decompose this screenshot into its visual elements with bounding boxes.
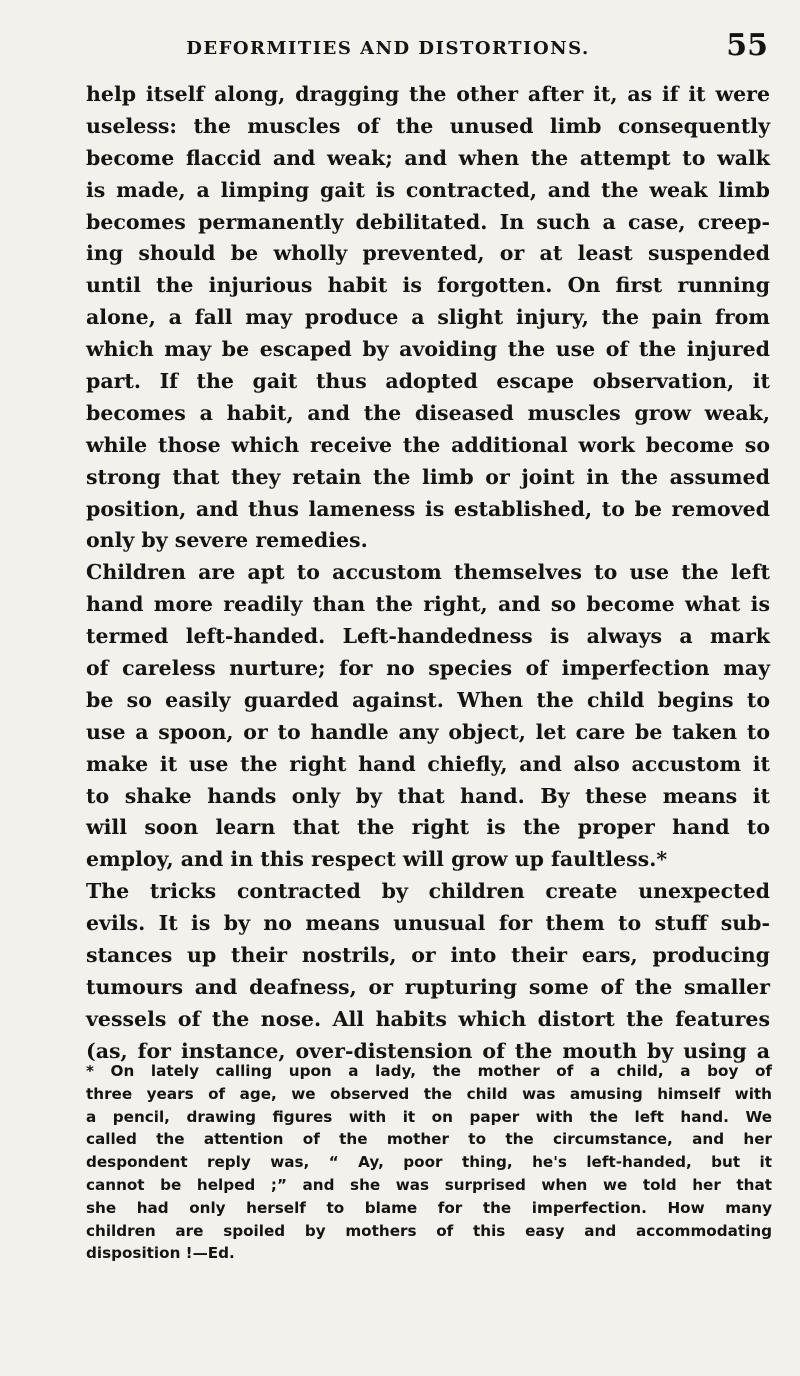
footnote-line: children are spoiled by mothers of this easy and accommodating [86, 1221, 772, 1240]
body-line: ing should be wholly prevented, or at least suspended [86, 241, 770, 266]
body-line: vessels of the nose. All habits which distort the features [86, 1006, 770, 1031]
body-line: tumours and deafness, or rupturing some of the smaller [86, 974, 770, 999]
body-line: while those which receive the additional work become so [86, 432, 770, 457]
footnote-line: cannot be helped ;” and she was surprised when we told her that [86, 1175, 772, 1194]
body-line: employ, and in this respect will grow up faultless.* [86, 847, 668, 872]
body-line: is made, a limping gait is contracted, and the weak limb [86, 177, 770, 202]
footnote [86, 1060, 772, 1265]
footnote-line: a pencil, drawing figures with it on paper with the left hand. We [86, 1107, 772, 1126]
body-line: position, and thus lameness is established, to be removed [86, 496, 770, 521]
running-head [88, 28, 768, 76]
body-line: become flaccid and weak; and when the attempt to walk [86, 145, 770, 170]
body-line: (as, for instance, over-distension of the mouth by using a [86, 1038, 770, 1063]
body-line: part. If the gait thus adopted escape observation, it [86, 369, 770, 394]
footnote-line: disposition !—Ed. [86, 1244, 235, 1263]
body-line: becomes permanently debilitated. In such a case, creep- [86, 209, 770, 234]
footnote-line: she had only herself to blame for the imperfection. How many [86, 1198, 772, 1217]
body-line: which may be escaped by avoiding the use of the injured [86, 337, 770, 362]
body-line: strong that they retain the limb or joint in the assumed [86, 464, 770, 489]
body-line: evils. It is by no means unusual for them to stuff sub- [86, 911, 770, 936]
body-text [86, 79, 770, 1068]
body-line: help itself along, dragging the other after it, as if it were [86, 82, 770, 106]
footnote-line: despondent reply was, “ Ay, poor thing, he's left-handed, but it [86, 1153, 772, 1172]
body-line: make it use the right hand chiefly, and also accustom it [86, 751, 770, 776]
footnote-line: * On lately calling upon a lady, the mother of a child, a boy of [86, 1062, 772, 1080]
page-number: 55 [726, 28, 768, 63]
body-line: be so easily guarded against. When the child begins to [86, 687, 770, 712]
body-line: stances up their nostrils, or into their ears, producing [86, 943, 770, 968]
body-line: to shake hands only by that hand. By these means it [86, 783, 770, 808]
body-line: termed left-handed. Left-handedness is always a mark [86, 624, 770, 649]
running-title: DEFORMITIES AND DISTORTIONS. [186, 38, 590, 59]
body-line: alone, a fall may produce a slight injury, the pain from [86, 305, 770, 330]
body-line: until the injurious habit is forgotten. On first running [86, 273, 770, 298]
body-line: of careless nurture; for no species of imperfection may [86, 656, 770, 681]
body-line: use a spoon, or to handle any object, let care be taken to [86, 719, 770, 744]
footnote-line: three years of age, we observed the child was amusing himself with [86, 1084, 772, 1103]
body-line: will soon learn that the right is the proper hand to [86, 815, 770, 840]
body-line: The tricks contracted by children create unexpected [86, 879, 770, 904]
body-line: becomes a habit, and the diseased muscles grow weak, [86, 400, 770, 425]
footnote-line: called the attention of the mother to the circumstance, and her [86, 1130, 772, 1149]
body-line: hand more readily than the right, and so become what is [86, 592, 770, 617]
body-line: useless: the muscles of the unused limb consequently [86, 113, 770, 138]
body-line: only by severe remedies. [86, 528, 368, 553]
body-line: Children are apt to accustom themselves to use the left [86, 560, 770, 585]
